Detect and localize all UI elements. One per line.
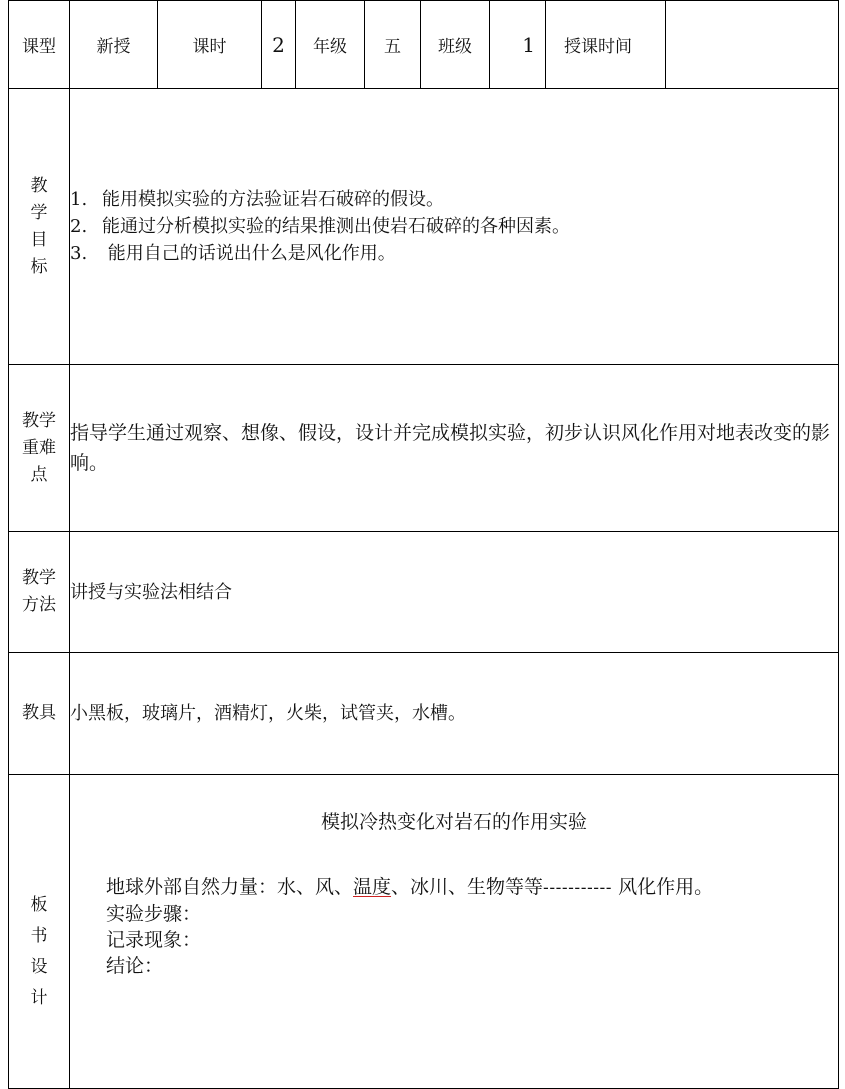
objective-text: 能用模拟实验的方法验证岩石破碎的假设。 bbox=[102, 189, 444, 210]
header-row bbox=[9, 1, 839, 89]
lesson-plan-table bbox=[8, 0, 839, 1089]
key-points-label-line: 重难 bbox=[22, 437, 56, 458]
objectives-label-char: 学 bbox=[30, 202, 48, 223]
teaching-time-value bbox=[666, 1, 839, 89]
lesson-type-value: 新授 bbox=[70, 1, 158, 89]
board-design-content bbox=[70, 775, 839, 1089]
board-title: 模拟冷热变化对岩石的作用实验 bbox=[320, 811, 587, 833]
key-points-row bbox=[9, 365, 839, 532]
tools-row bbox=[9, 653, 839, 775]
objective-item bbox=[70, 213, 838, 240]
teaching-time-label: 授课时间 bbox=[546, 1, 666, 89]
class-label: 班级 bbox=[421, 1, 490, 89]
board-line-observations: 记录现象： bbox=[106, 929, 202, 951]
method-text: 讲授与实验法相结合 bbox=[70, 532, 839, 653]
method-row bbox=[9, 532, 839, 653]
board-line-conclusion: 结论： bbox=[106, 955, 164, 977]
tools-label: 教具 bbox=[9, 653, 70, 775]
forces-text-mid: 、冰川、生物等等 bbox=[391, 876, 544, 898]
board-label-char: 书 bbox=[30, 925, 48, 946]
temperature-underlined: 温度 bbox=[353, 876, 392, 898]
objectives-label bbox=[9, 89, 70, 365]
objective-item bbox=[70, 186, 838, 213]
objective-number: 3. bbox=[70, 243, 88, 264]
objective-text: 能用自己的话说出什么是风化作用。 bbox=[102, 243, 396, 264]
board-content-area bbox=[70, 775, 838, 1088]
board-label-char: 板 bbox=[30, 894, 48, 915]
objective-text: 能通过分析模拟实验的结果推测出使岩石破碎的各种因素。 bbox=[102, 216, 570, 237]
objectives-label-char: 教 bbox=[30, 175, 48, 196]
method-label-line: 方法 bbox=[22, 595, 56, 615]
board-design-row bbox=[9, 775, 839, 1089]
key-points-label-line: 点 bbox=[30, 464, 48, 485]
objectives-label-char: 目 bbox=[30, 229, 48, 250]
lesson-hours-label: 课时 bbox=[158, 1, 262, 89]
board-line-steps: 实验步骤： bbox=[106, 903, 202, 925]
board-label-char: 设 bbox=[30, 956, 48, 977]
lesson-hours-value: 2 bbox=[262, 1, 296, 89]
objective-number: 1. bbox=[70, 189, 88, 210]
forces-dashes: ----------- bbox=[543, 878, 613, 897]
lesson-plan-sheet bbox=[8, 0, 838, 1087]
board-design-label bbox=[9, 775, 70, 1089]
key-points-label bbox=[9, 365, 70, 532]
forces-text-end: 风化作用。 bbox=[612, 876, 714, 898]
board-line-forces bbox=[106, 874, 713, 901]
objective-item bbox=[70, 240, 838, 267]
forces-text-start: 地球外部自然力量：水、风、 bbox=[106, 876, 354, 898]
board-lines bbox=[106, 874, 713, 979]
grade-value: 五 bbox=[365, 1, 421, 89]
key-points-label-line: 教学 bbox=[22, 410, 56, 431]
objective-number: 2. bbox=[70, 216, 88, 237]
lesson-type-label: 课型 bbox=[9, 1, 70, 89]
objectives-row bbox=[9, 89, 839, 365]
objectives-label-char: 标 bbox=[30, 256, 48, 277]
tools-text: 小黑板，玻璃片，酒精灯，火柴，试管夹，水槽。 bbox=[70, 653, 839, 775]
method-label bbox=[9, 532, 70, 653]
objectives-content bbox=[70, 89, 839, 365]
class-value: 1 bbox=[490, 1, 546, 89]
grade-label: 年级 bbox=[296, 1, 365, 89]
board-label-char: 计 bbox=[30, 987, 48, 1008]
method-label-line: 教学 bbox=[22, 568, 56, 588]
key-points-text: 指导学生通过观察、想像、假设，设计并完成模拟实验，初步认识风化作用对地表改变的影响。 bbox=[70, 365, 839, 532]
objectives-list bbox=[70, 186, 838, 267]
